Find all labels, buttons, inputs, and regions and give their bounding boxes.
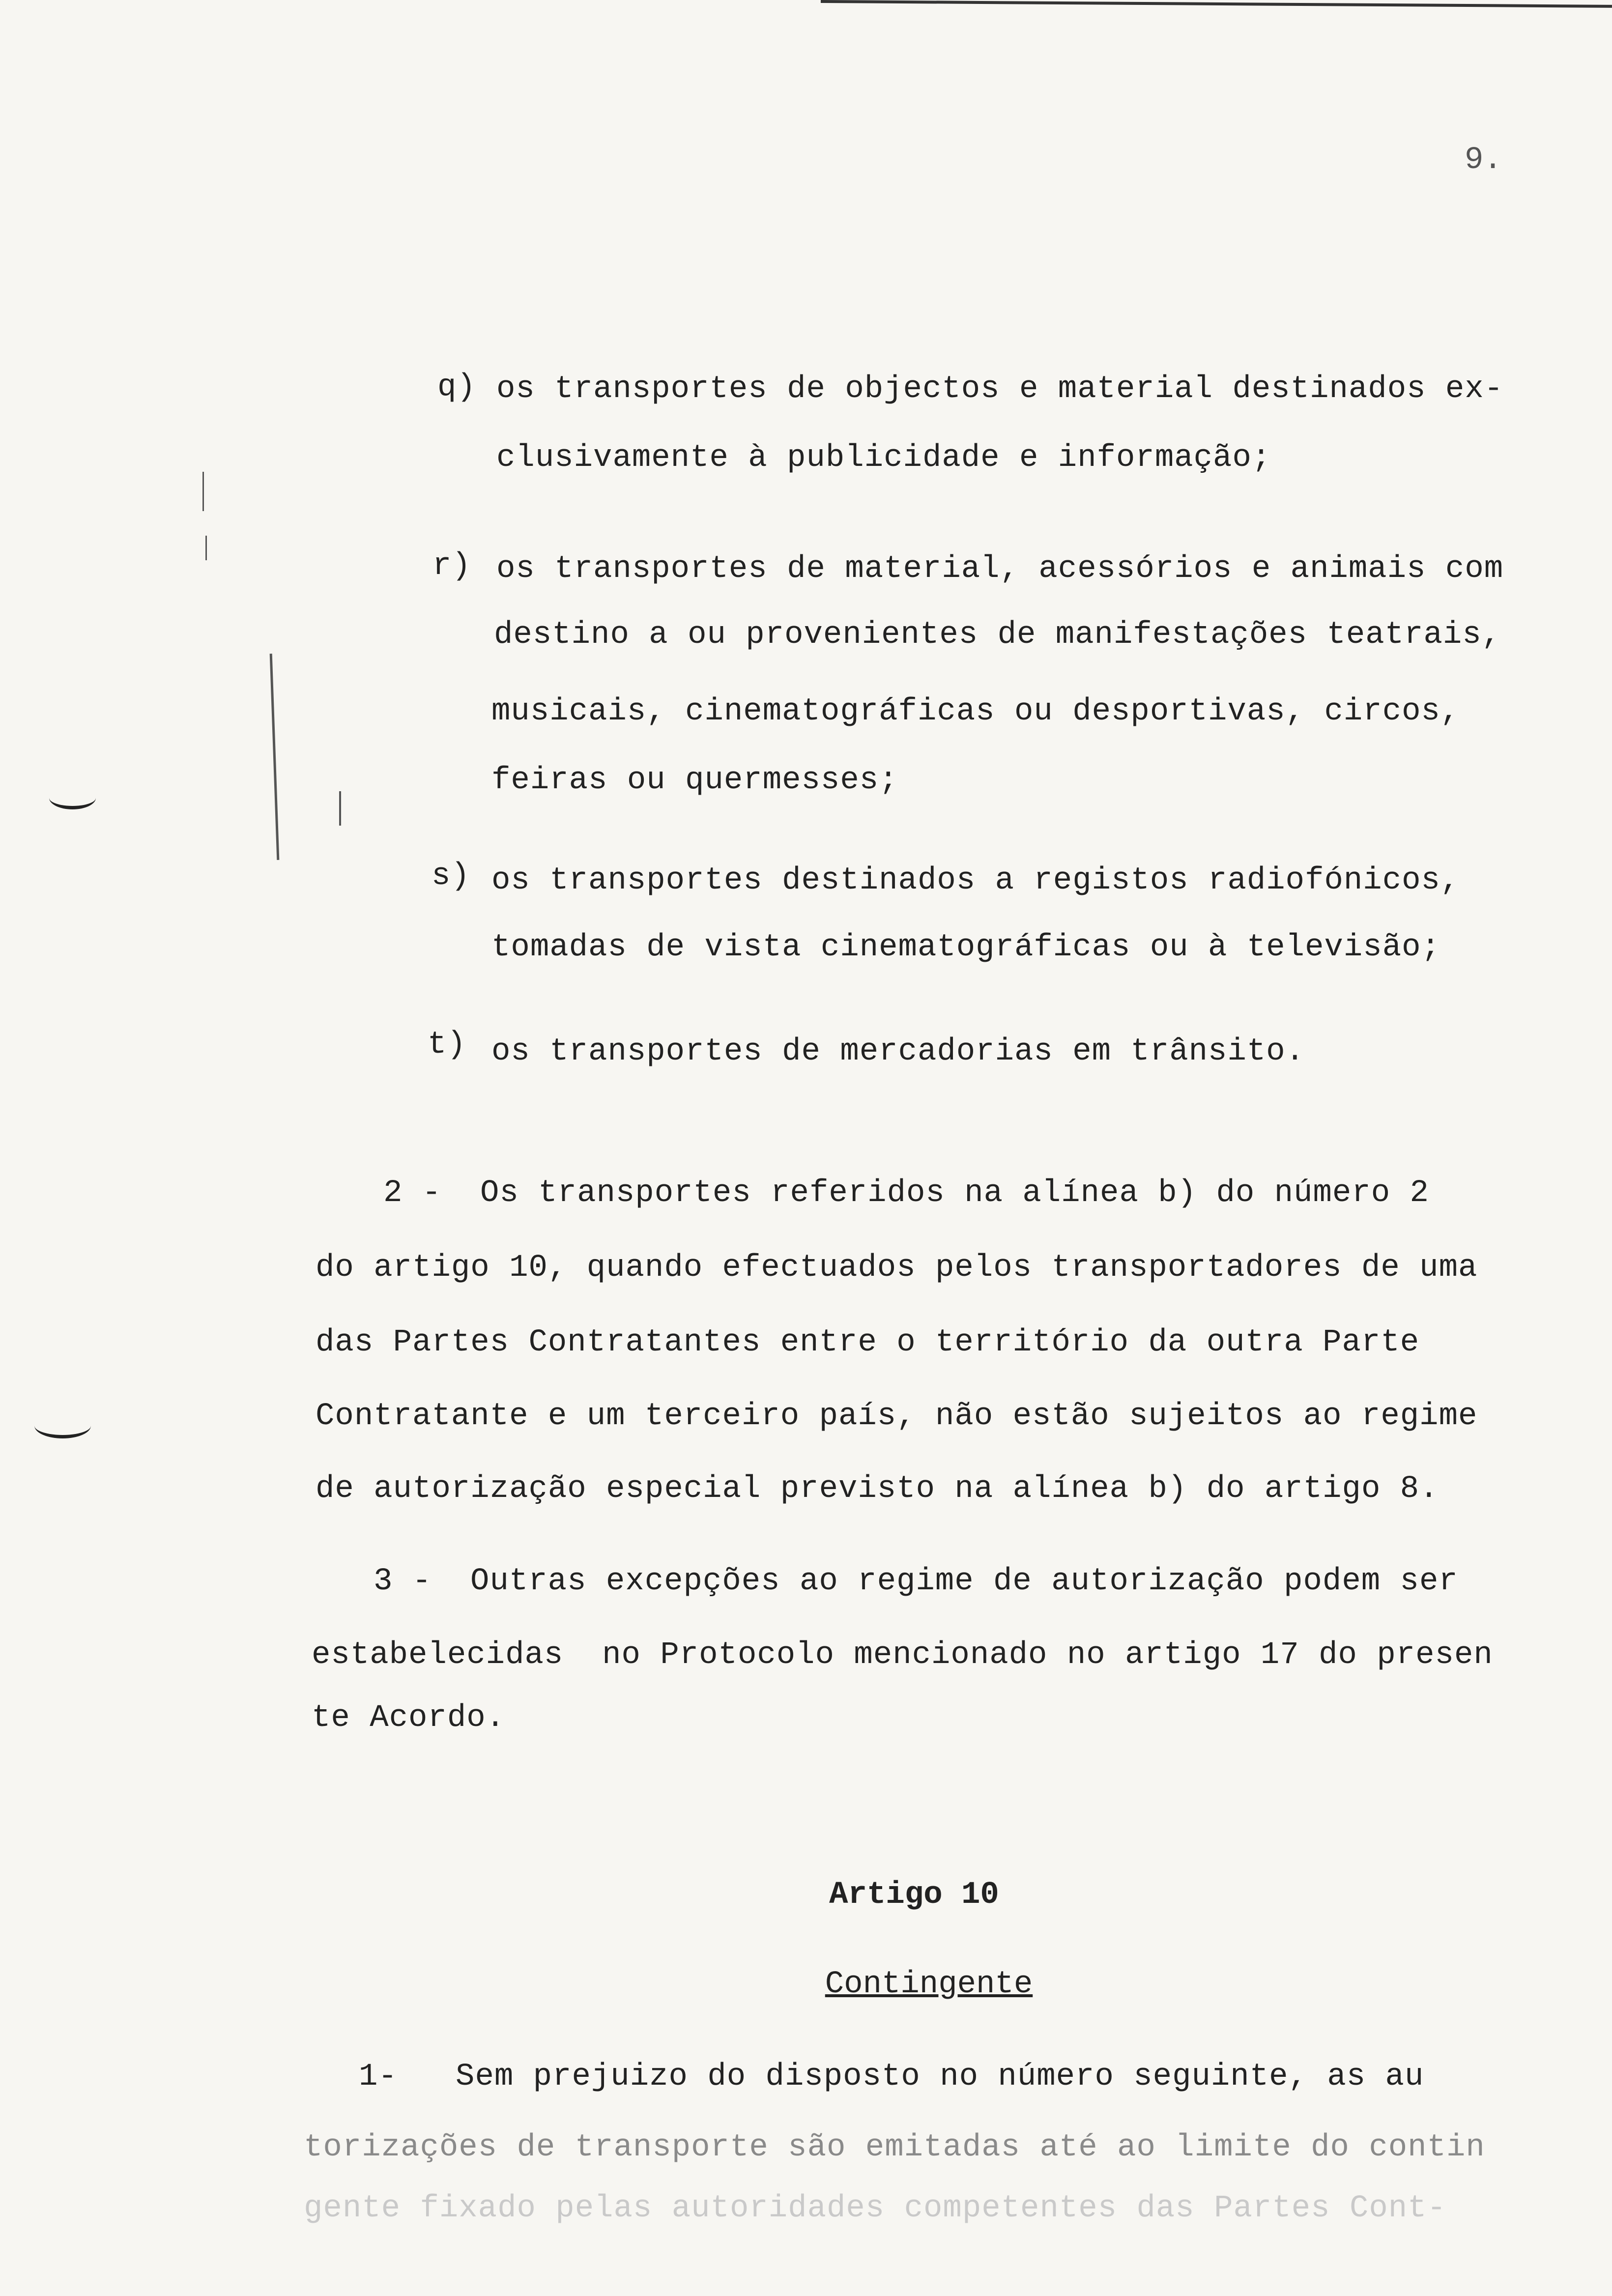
punch-mark [49,786,96,809]
art10-line-1: 1- Sem prejuizo do disposto no número seguinte, as au [359,2059,1424,2095]
item-q-line-1: os transportes de objectos e material destinados ex- [496,372,1504,407]
margin-mark [339,791,341,826]
item-r-line-3: musicais, cinematográficas ou desportivas, circos, [491,694,1460,729]
item-r-line-4: feiras ou quermesses; [491,763,898,798]
margin-mark [202,472,204,511]
art10-line-3: gente fixado pelas autoridades competentes das Partes Cont- [304,2191,1446,2226]
item-r-line-2: destino a ou provenientes de manifestações teatrais, [494,617,1501,653]
page-number: 9. [1465,143,1502,178]
punch-mark [34,1413,91,1438]
margin-mark [270,654,280,860]
para3-line-1: 3 - Outras excepções ao regime de autorização podem ser [374,1564,1458,1599]
item-label-r: r) [432,548,471,584]
para2-line-3: das Partes Contratantes entre o território da outra Parte [316,1325,1420,1360]
para2-line-5: de autorização especial previsto na alínea b) do artigo 8. [316,1471,1439,1507]
item-r-line-1: os transportes de material, acessórios e animais com [496,551,1504,587]
item-q-line-2: clusivamente à publicidade e informação; [496,440,1271,476]
item-label-q: q) [437,370,476,405]
item-s-line-2: tomadas de vista cinematográficas ou à televisão; [491,930,1440,965]
para2-line-1: 2 - Os transportes referidos na alínea b) do número 2 [383,1176,1429,1211]
para2-line-2: do artigo 10, quando efectuados pelos transportadores de uma [316,1250,1478,1286]
para3-line-3: te Acordo. [312,1700,506,1736]
para3-line-2: estabelecidas no Protocolo mencionado no artigo 17 do presen [312,1637,1493,1673]
item-label-t: t) [428,1027,466,1062]
art10-line-2: torizações de transporte são emitadas até ao limite do contin [304,2130,1485,2165]
article-heading: Artigo 10 [829,1877,999,1913]
item-t-line-1: os transportes de mercadorias em trânsito. [491,1034,1305,1069]
item-label-s: s) [432,859,470,894]
item-s-line-1: os transportes destinados a registos radiofónicos, [491,863,1460,898]
margin-mark [205,536,207,560]
para2-line-4: Contratante e um terceiro país, não estão sujeitos ao regime [316,1399,1478,1434]
top-border-line [821,0,1612,8]
article-subheading: Contingente [825,1967,1033,2002]
